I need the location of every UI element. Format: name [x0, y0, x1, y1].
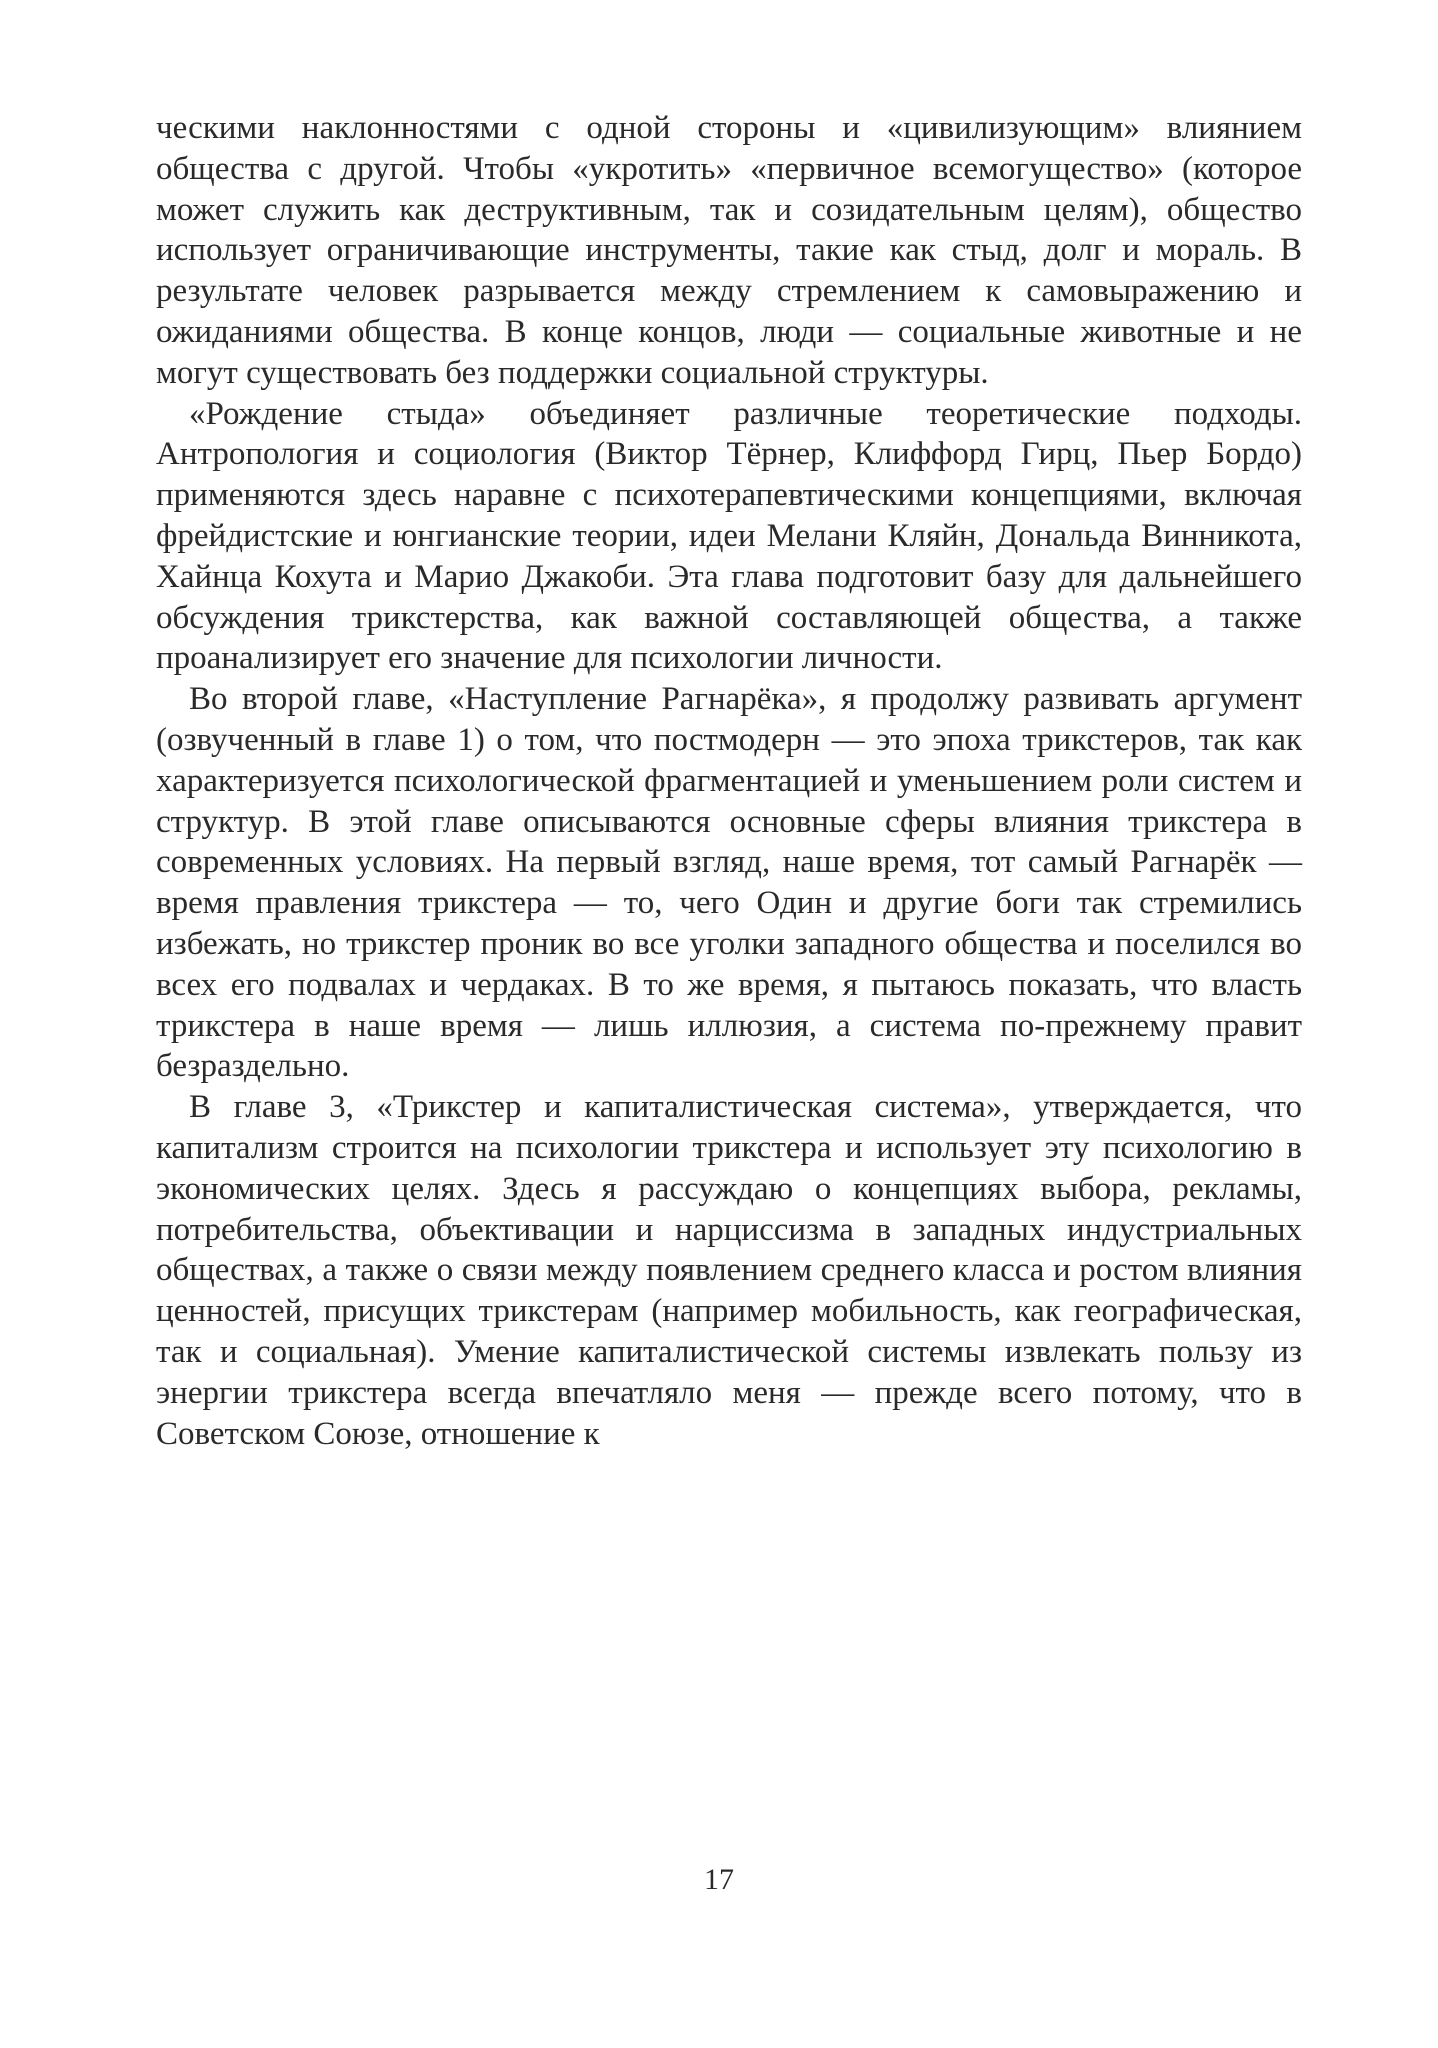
paragraph-ragnarok: Во второй главе, «Наступление Рагнарёка», я продолжу развивать аргумент (озвученный в главе 1) о том, что постмодерн — это эпоха трикстеров, так как характеризуется психологической фрагментацией и уменьшением роли систем и структур. В этой главе описываются основные сферы влияния трикстера в современных условиях. На первый взгляд, наше время, тот самый Рагнарёк — время правления трикстера — то, чего Один и другие боги так стремились избежать, но трикстер проник во все уголки западного общества и поселился во всех его подвалах и чердаках. В то же время, я пытаюсь показать, что власть трикстера в наше время — лишь иллюзия, а система по-прежнему правит безраздельно. — [156, 681, 1302, 1085]
paragraph-capitalism: В главе 3, «Трикстер и капиталистическая система», утверждается, что капитализм строится на психологии трикстера и использует эту психологию в экономических целях. Здесь я рассуждаю о концепциях выбора, рекламы, потребительства, объективации и нарциссизма в западных индустриальных обществах, а также о связи между появлением среднего класса и ростом влияния ценностей, присущих трикстерам (например мобильность, как географическая, так и социальная). Умение капиталистической системы извлекать пользу из энергии трикстера всегда впечатляло меня — прежде всего потому, что в Советском Союзе, отношение к — [156, 1089, 1302, 1452]
paragraph-continuation: ческими наклонностями с одной стороны и «цивилизующим» влиянием общества с другой. Чтобы «укротить» «первичное всемогущество» (которое может служить как деструктивным, так и созидательным целям), общество использует ограничивающие инструменты, такие как стыд, долг и мораль. В результате человек разрывается между стремлением к самовыражению и ожиданиями общества. В конце концов, люди — социальные животные и не могут существовать без поддержки социальной структуры. — [156, 110, 1302, 391]
body-text — [156, 108, 1302, 1454]
page-number: 17 — [704, 1863, 734, 1896]
paragraph-birth-of-shame: «Рождение стыда» объединяет различные теоретические подходы. Антропология и социология (Виктор Тёрнер, Клиффорд Гирц, Пьер Бордо) применяются здесь наравне с психотерапевтическими концепциями, включая фрейдистские и юнгианские теории, идеи Мелани Кляйн, Дональда Винникота, Хайнца Кохута и Марио Джакоби. Эта глава подготовит базу для дальнейшего обсуждения трикстерства, как важной составляющей общества, а также проанализирует его значение для психологии личности. — [156, 395, 1302, 677]
